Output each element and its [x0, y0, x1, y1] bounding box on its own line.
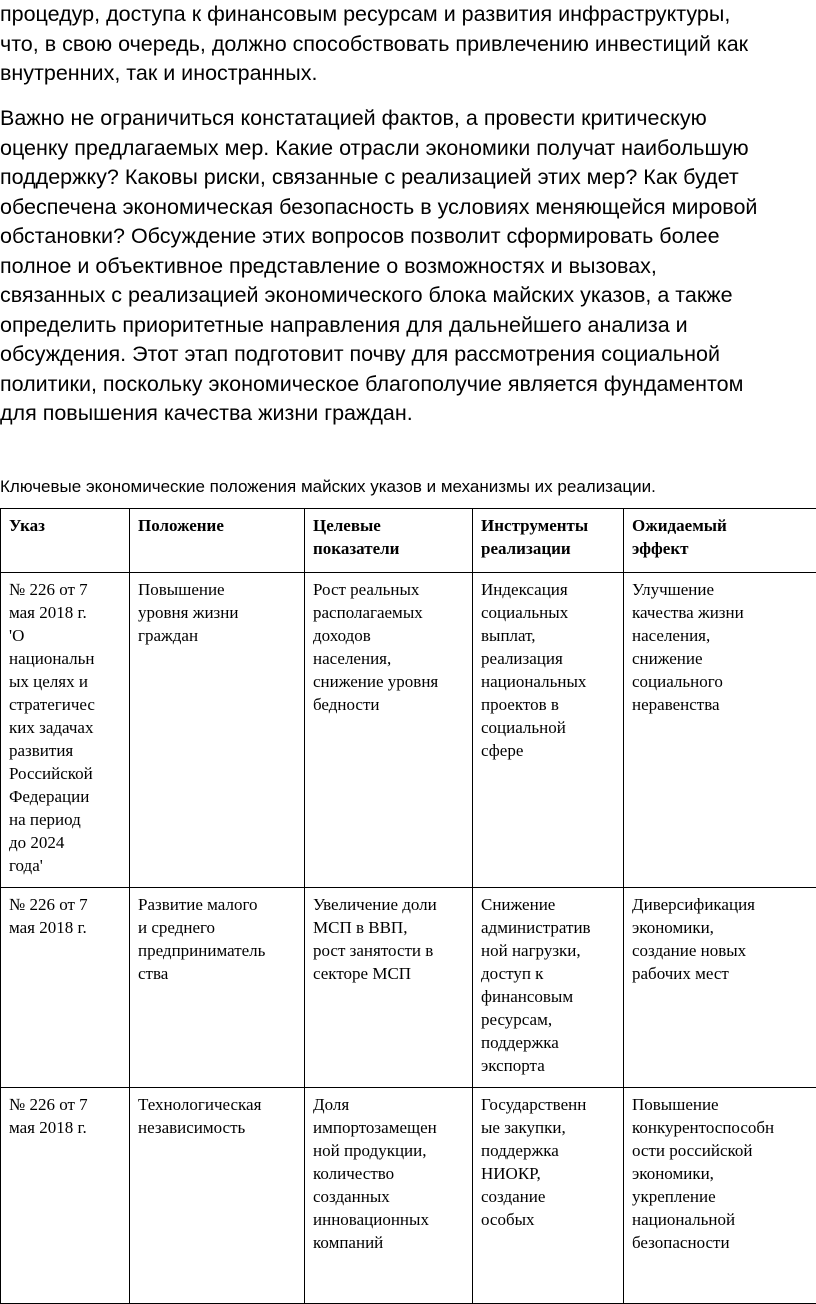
header-line: реализации [481, 537, 618, 560]
text-line: для повышения качества жизни граждан. [0, 399, 816, 429]
text-line: процедур, доступа к финансовым ресурсам и развития инфраструктуры, [0, 0, 816, 30]
cell-line: неравенства [632, 693, 811, 716]
header-decree [1, 509, 130, 573]
cell-line: Рост реальных [313, 578, 467, 601]
cell-line: года' [9, 854, 124, 877]
cell-line: поддержка [481, 1139, 618, 1162]
header-line: Ожидаемый [632, 514, 811, 537]
cell-line: Российской [9, 762, 124, 785]
table-body [1, 573, 816, 1304]
cell-line: национальной [632, 1208, 811, 1231]
cell-line: Доля [313, 1093, 467, 1116]
cell-line: населения, [313, 647, 467, 670]
text-line: политики, поскольку экономическое благополучие является фундаментом [0, 370, 816, 400]
cell-line: экономики, [632, 916, 811, 939]
cell-line: НИОКР, [481, 1162, 618, 1185]
cell-line: созданных [313, 1185, 467, 1208]
cell-effect [624, 573, 816, 888]
cell-line: на период [9, 808, 124, 831]
cell-line: доступ к [481, 962, 618, 985]
table-caption: Ключевые экономические положения майских указов и механизмы их реализации. [0, 476, 656, 498]
header-line: Инструменты [481, 514, 618, 537]
text-line: обсуждения. Этот этап подготовит почву для рассмотрения социальной [0, 340, 816, 370]
cell-line: национальных [481, 670, 618, 693]
header-line: Целевые [313, 514, 467, 537]
paragraph-1 [0, 0, 816, 89]
cell-decree [1, 573, 130, 888]
cell-line: национальн [9, 647, 124, 670]
table-row [1, 573, 816, 888]
cell-line: предприниматель [138, 939, 299, 962]
header-targets [305, 509, 473, 573]
cell-line: снижение [632, 647, 811, 670]
cell-line: уровня жизни [138, 601, 299, 624]
cell-line: проектов в [481, 693, 618, 716]
cell-line: Повышение [138, 578, 299, 601]
cell-line: создание новых [632, 939, 811, 962]
cell-targets [305, 888, 473, 1088]
cell-line: ства [138, 962, 299, 985]
table-row [1, 888, 816, 1088]
cell-targets [305, 1088, 473, 1304]
cell-line: экспорта [481, 1054, 618, 1077]
cell-line: инновационных [313, 1208, 467, 1231]
cell-line: № 226 от 7 [9, 893, 124, 916]
cell-instruments [473, 1088, 624, 1304]
cell-line: выплат, [481, 624, 618, 647]
cell-line: Увеличение доли [313, 893, 467, 916]
cell-provision [130, 888, 305, 1088]
cell-line: населения, [632, 624, 811, 647]
cell-line: стратегичес [9, 693, 124, 716]
cell-line: мая 2018 г. [9, 1116, 124, 1139]
cell-line: ые закупки, [481, 1116, 618, 1139]
cell-line: создание [481, 1185, 618, 1208]
cell-line: финансовым [481, 985, 618, 1008]
cell-line: Технологическая [138, 1093, 299, 1116]
header-line: показатели [313, 537, 467, 560]
cell-line: секторе МСП [313, 962, 467, 985]
cell-line: Диверсификация [632, 893, 811, 916]
cell-line: Повышение [632, 1093, 811, 1116]
cell-line: ной нагрузки, [481, 939, 618, 962]
cell-line: ых целях и [9, 670, 124, 693]
header-row [1, 509, 816, 573]
cell-line: особых [481, 1208, 618, 1231]
cell-line: поддержка [481, 1031, 618, 1054]
cell-instruments [473, 573, 624, 888]
cell-line: административ [481, 916, 618, 939]
cell-effect [624, 888, 816, 1088]
cell-line: сфере [481, 739, 618, 762]
cell-line: № 226 от 7 [9, 578, 124, 601]
table-header [1, 509, 816, 573]
cell-line: количество [313, 1162, 467, 1185]
cell-line: 'О [9, 624, 124, 647]
cell-line: МСП в ВВП, [313, 916, 467, 939]
cell-line: социального [632, 670, 811, 693]
cell-provision [130, 573, 305, 888]
text-line: Важно не ограничиться констатацией фактов, а провести критическую [0, 104, 816, 134]
cell-line: рабочих мест [632, 962, 811, 985]
cell-effect [624, 1088, 816, 1304]
cell-line: независимость [138, 1116, 299, 1139]
paragraph-2 [0, 104, 816, 429]
cell-line: реализация [481, 647, 618, 670]
cell-line: качества жизни [632, 601, 811, 624]
cell-line: № 226 от 7 [9, 1093, 124, 1116]
cell-line: конкурентоспособн [632, 1116, 811, 1139]
cell-line: мая 2018 г. [9, 916, 124, 939]
header-instruments [473, 509, 624, 573]
cell-decree [1, 888, 130, 1088]
text-line: определить приоритетные направления для дальнейшего анализа и [0, 311, 816, 341]
header-provision [130, 509, 305, 573]
cell-line: импортозамещен [313, 1116, 467, 1139]
cell-line: доходов [313, 624, 467, 647]
cell-line: развития [9, 739, 124, 762]
decrees-table [0, 508, 816, 1304]
cell-line: социальных [481, 601, 618, 624]
header-line: Положение [138, 514, 299, 537]
cell-line: ких задачах [9, 716, 124, 739]
cell-line: Индексация [481, 578, 618, 601]
cell-line: ной продукции, [313, 1139, 467, 1162]
cell-line: Развитие малого [138, 893, 299, 916]
text-line: внутренних, так и иностранных. [0, 59, 816, 89]
cell-instruments [473, 888, 624, 1088]
cell-decree [1, 1088, 130, 1304]
text-line: полное и объективное представление о возможностях и вызовах, [0, 252, 816, 282]
text-line: связанных с реализацией экономического блока майских указов, а также [0, 281, 816, 311]
cell-line: экономики, [632, 1162, 811, 1185]
cell-line: социальной [481, 716, 618, 739]
cell-line: граждан [138, 624, 299, 647]
table-row [1, 1088, 816, 1304]
cell-line: ости российской [632, 1139, 811, 1162]
cell-line: Снижение [481, 893, 618, 916]
cell-line: безопасности [632, 1231, 811, 1254]
cell-line: рост занятости в [313, 939, 467, 962]
cell-targets [305, 573, 473, 888]
cell-line: ресурсам, [481, 1008, 618, 1031]
cell-line: компаний [313, 1231, 467, 1254]
header-line: эффект [632, 537, 811, 560]
cell-line: Улучшение [632, 578, 811, 601]
cell-provision [130, 1088, 305, 1304]
header-line: Указ [9, 514, 124, 537]
header-effect [624, 509, 816, 573]
text-line: оценку предлагаемых мер. Какие отрасли экономики получат наибольшую [0, 134, 816, 164]
cell-line: снижение уровня [313, 670, 467, 693]
text-line: обстановки? Обсуждение этих вопросов позволит сформировать более [0, 222, 816, 252]
cell-line: до 2024 [9, 831, 124, 854]
cell-line: Федерации [9, 785, 124, 808]
text-line: поддержку? Каковы риски, связанные с реализацией этих мер? Как будет [0, 163, 816, 193]
cell-line: бедности [313, 693, 467, 716]
cell-line: мая 2018 г. [9, 601, 124, 624]
cell-line: Государственн [481, 1093, 618, 1116]
text-line: обеспечена экономическая безопасность в условиях меняющейся мировой [0, 193, 816, 223]
cell-line: укрепление [632, 1185, 811, 1208]
cell-line: и среднего [138, 916, 299, 939]
cell-line: располагаемых [313, 601, 467, 624]
text-line: что, в свою очередь, должно способствовать привлечению инвестиций как [0, 30, 816, 60]
